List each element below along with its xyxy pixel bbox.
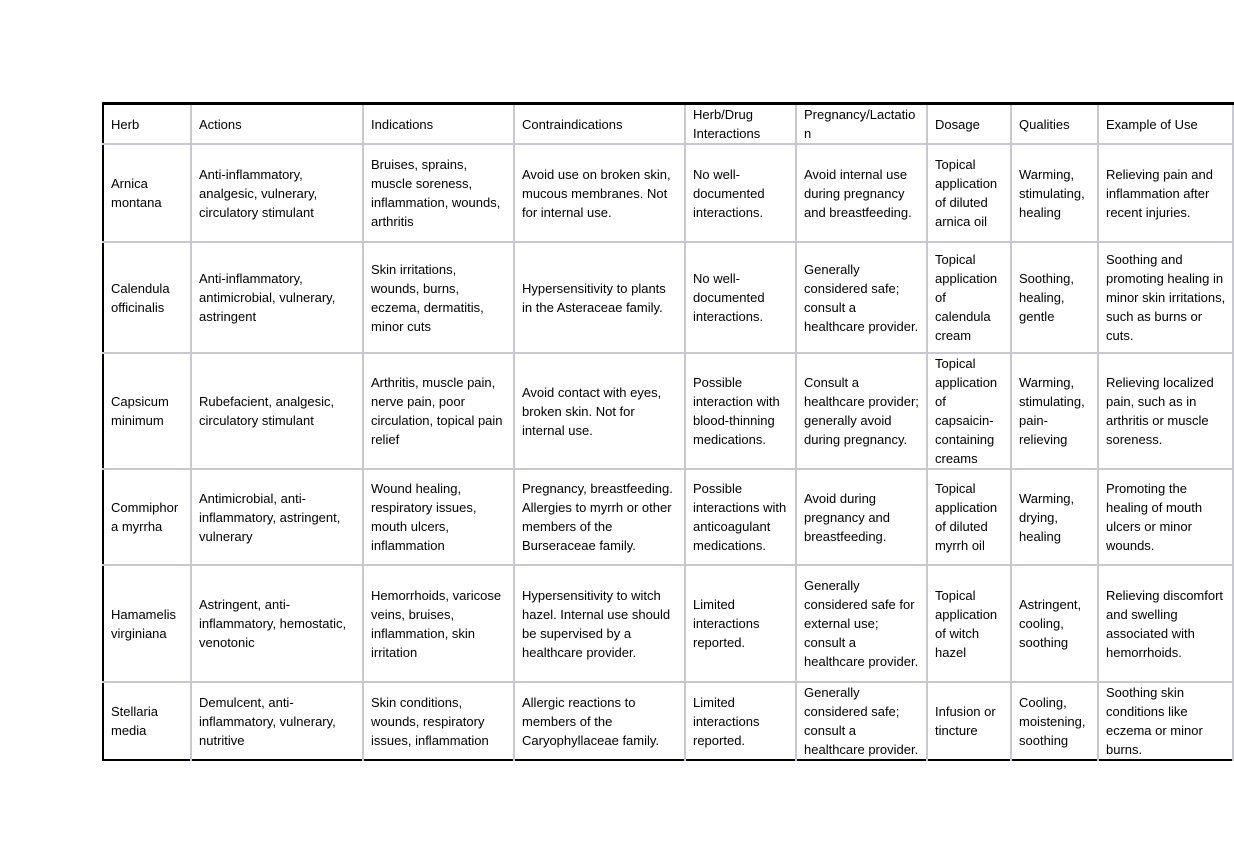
table-header-row — [103, 104, 1233, 145]
table-cell-actions: Astringent, anti-inflammatory, hemostatic, venotonic — [191, 565, 363, 682]
table-cell-herb: Calendula officinalis — [103, 242, 191, 353]
table-cell-example: Soothing skin conditions like eczema or minor burns. — [1098, 682, 1233, 760]
table-cell-actions: Antimicrobial, anti-inflammatory, astringent, vulnerary — [191, 469, 363, 565]
table-cell-herb: Commiphora myrrha — [103, 469, 191, 565]
table-cell-actions: Rubefacient, analgesic, circulatory stimulant — [191, 353, 363, 469]
table-cell-pregnancy: Avoid internal use during pregnancy and breastfeeding. — [796, 144, 927, 242]
table-row — [103, 242, 1233, 353]
table-cell-qualities: Astringent, cooling, soothing — [1011, 565, 1098, 682]
table-cell-dosage: Topical application of capsaicin-containing creams — [927, 353, 1011, 469]
header-actions: Actions — [191, 104, 363, 145]
header-pregnancy: Pregnancy/Lactation — [796, 104, 927, 145]
table-cell-interactions: No well-documented interactions. — [685, 242, 796, 353]
table-cell-interactions: Possible interaction with blood-thinning medications. — [685, 353, 796, 469]
header-interactions: Herb/Drug Interactions — [685, 104, 796, 145]
header-contraindications: Contraindications — [514, 104, 685, 145]
header-dosage: Dosage — [927, 104, 1011, 145]
table-cell-indications: Skin irritations, wounds, burns, eczema, dermatitis, minor cuts — [363, 242, 514, 353]
table-cell-pregnancy: Consult a healthcare provider; generally avoid during pregnancy. — [796, 353, 927, 469]
table-cell-interactions: Limited interactions reported. — [685, 682, 796, 760]
table-cell-qualities: Warming, stimulating, healing — [1011, 144, 1098, 242]
table-body — [103, 144, 1233, 760]
header-indications: Indications — [363, 104, 514, 145]
table-cell-indications: Bruises, sprains, muscle soreness, inflammation, wounds, arthritis — [363, 144, 514, 242]
table-cell-actions: Anti-inflammatory, antimicrobial, vulnerary, astringent — [191, 242, 363, 353]
table-cell-actions: Anti-inflammatory, analgesic, vulnerary, circulatory stimulant — [191, 144, 363, 242]
table-cell-qualities: Soothing, healing, gentle — [1011, 242, 1098, 353]
table-cell-example: Promoting the healing of mouth ulcers or minor wounds. — [1098, 469, 1233, 565]
table-row — [103, 144, 1233, 242]
header-qualities: Qualities — [1011, 104, 1098, 145]
header-example: Example of Use — [1098, 104, 1233, 145]
table-cell-herb: Hamamelis virginiana — [103, 565, 191, 682]
table-cell-actions: Demulcent, anti-inflammatory, vulnerary, nutritive — [191, 682, 363, 760]
table-cell-contraindications: Avoid contact with eyes, broken skin. Not for internal use. — [514, 353, 685, 469]
table-cell-dosage: Topical application of witch hazel — [927, 565, 1011, 682]
table-row — [103, 469, 1233, 565]
table-cell-indications: Wound healing, respiratory issues, mouth ulcers, inflammation — [363, 469, 514, 565]
table-cell-dosage: Topical application of diluted myrrh oil — [927, 469, 1011, 565]
table-cell-qualities: Warming, drying, healing — [1011, 469, 1098, 565]
table-cell-herb: Stellaria media — [103, 682, 191, 760]
table-cell-pregnancy: Generally considered safe for external use; consult a healthcare provider. — [796, 565, 927, 682]
table-cell-contraindications: Hypersensitivity to plants in the Asteraceae family. — [514, 242, 685, 353]
table-cell-qualities: Cooling, moistening, soothing — [1011, 682, 1098, 760]
table-cell-contraindications: Hypersensitivity to witch hazel. Internal use should be supervised by a healthcare provider. — [514, 565, 685, 682]
table-row — [103, 565, 1233, 682]
table-cell-dosage: Topical application of diluted arnica oil — [927, 144, 1011, 242]
table-row — [103, 353, 1233, 469]
table-cell-interactions: Possible interactions with anticoagulant medications. — [685, 469, 796, 565]
table-cell-indications: Hemorrhoids, varicose veins, bruises, inflammation, skin irritation — [363, 565, 514, 682]
table-cell-herb: Capsicum minimum — [103, 353, 191, 469]
table-cell-qualities: Warming, stimulating, pain-relieving — [1011, 353, 1098, 469]
table-cell-pregnancy: Generally considered safe; consult a healthcare provider. — [796, 682, 927, 760]
table-cell-indications: Skin conditions, wounds, respiratory issues, inflammation — [363, 682, 514, 760]
table-header — [103, 104, 1233, 145]
table-cell-contraindications: Pregnancy, breastfeeding. Allergies to myrrh or other members of the Burseraceae family. — [514, 469, 685, 565]
table-cell-interactions: No well-documented interactions. — [685, 144, 796, 242]
table-cell-example: Relieving pain and inflammation after recent injuries. — [1098, 144, 1233, 242]
table-cell-example: Soothing and promoting healing in minor skin irritations, such as burns or cuts. — [1098, 242, 1233, 353]
table-cell-contraindications: Avoid use on broken skin, mucous membranes. Not for internal use. — [514, 144, 685, 242]
table-cell-pregnancy: Avoid during pregnancy and breastfeeding. — [796, 469, 927, 565]
table-cell-contraindications: Allergic reactions to members of the Caryophyllaceae family. — [514, 682, 685, 760]
table-cell-interactions: Limited interactions reported. — [685, 565, 796, 682]
header-herb: Herb — [103, 104, 191, 145]
table-cell-pregnancy: Generally considered safe; consult a healthcare provider. — [796, 242, 927, 353]
table-cell-example: Relieving discomfort and swelling associated with hemorrhoids. — [1098, 565, 1233, 682]
table-cell-example: Relieving localized pain, such as in arthritis or muscle soreness. — [1098, 353, 1233, 469]
table-cell-indications: Arthritis, muscle pain, nerve pain, poor circulation, topical pain relief — [363, 353, 514, 469]
herb-table — [102, 102, 1234, 761]
table-cell-herb: Arnica montana — [103, 144, 191, 242]
table-row — [103, 682, 1233, 760]
table-cell-dosage: Infusion or tincture — [927, 682, 1011, 760]
table-cell-dosage: Topical application of calendula cream — [927, 242, 1011, 353]
